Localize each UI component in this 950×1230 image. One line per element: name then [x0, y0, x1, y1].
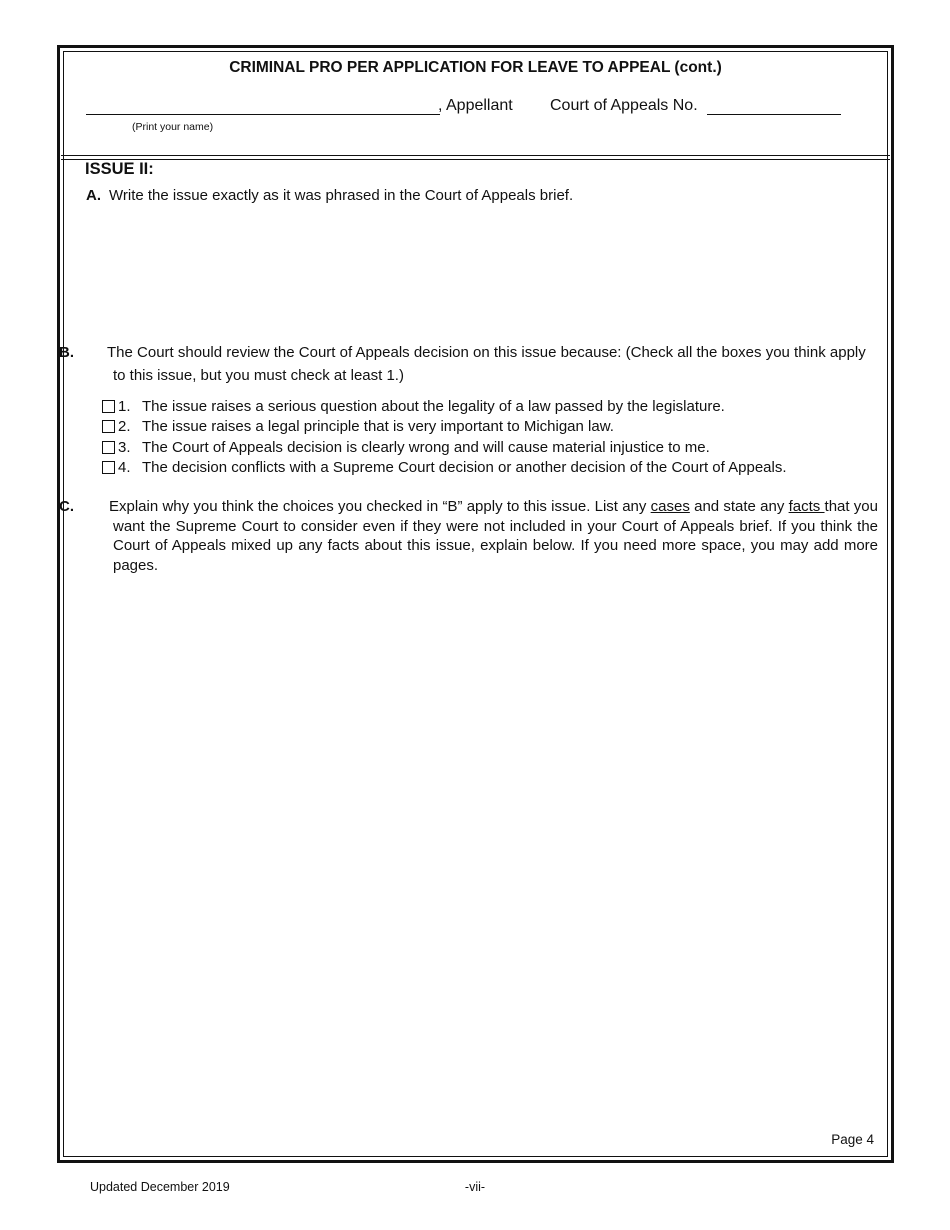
checklist-number: 4. — [118, 459, 131, 477]
checklist-item — [102, 396, 882, 417]
coa-number-label: Court of Appeals No. — [550, 97, 698, 114]
checklist-text: The Court of Appeals decision is clearly wrong and will cause material injustice to me. — [142, 438, 710, 456]
item-c-text-3: that you want the Supreme Court to consider even if they were not included in your Court of Appeals brief. If you think the Court of Appeals mixed up any facts about this issue, explain below. If you need more space, you may add more pages. — [113, 498, 878, 574]
checklist-item — [102, 437, 882, 458]
checkbox-1[interactable] — [102, 400, 115, 413]
form-inner-border — [59, 51, 888, 1157]
item-a-label: A. — [86, 187, 101, 204]
form-title: CRIMINAL PRO PER APPLICATION FOR LEAVE TO APPEAL (cont.) — [229, 59, 722, 76]
footer-updated: Updated December 2019 — [90, 1180, 230, 1194]
cases-underlined: cases — [650, 498, 690, 515]
print-name-hint: (Print your name) — [132, 121, 214, 133]
checkbox-4[interactable] — [102, 461, 115, 474]
checklist-number: 3. — [118, 438, 131, 456]
checklist-number: 2. — [118, 418, 131, 436]
item-b-label: B. — [59, 344, 74, 361]
page-number: Page 4 — [831, 1132, 874, 1147]
checklist-number: 1. — [118, 397, 131, 415]
item-b-text: The Court should review the Court of Appeals decision on this issue because: (Check all the boxes you think apply to this issue, but you must check at least 1.) — [107, 344, 866, 384]
footer-page-roman: -vii- — [464, 1180, 486, 1194]
checkbox-2[interactable] — [102, 420, 115, 433]
checklist-item — [102, 458, 882, 479]
checklist-text: The issue raises a serious question about the legality of a law passed by the legislature. — [142, 397, 725, 415]
facts-underlined: facts — [788, 498, 825, 515]
item-c-text-2: and state any — [689, 498, 789, 515]
issue-heading: ISSUE II: — [85, 160, 154, 178]
form-border — [57, 45, 894, 1163]
item-c-label: C. — [59, 498, 74, 515]
appellant-name-field[interactable] — [86, 114, 440, 115]
item-a-text: Write the issue exactly as it was phrased in the Court of Appeals brief. — [109, 187, 574, 204]
checklist-text: The decision conflicts with a Supreme Court decision or another decision of the Court of Appeals. — [142, 459, 787, 477]
checklist-item — [102, 417, 882, 438]
checklist-text: The issue raises a legal principle that is very important to Michigan law. — [142, 418, 614, 436]
checkbox-3[interactable] — [102, 441, 115, 454]
appellant-label: , Appellant — [438, 97, 513, 114]
item-c-text-1: Explain why you think the choices you checked in “B” apply to this issue. List any — [109, 498, 651, 515]
coa-number-field[interactable] — [707, 114, 841, 115]
item-b — [59, 341, 878, 387]
header-divider — [61, 155, 890, 160]
reasons-checklist — [102, 396, 882, 478]
item-c — [59, 497, 878, 575]
item-a — [86, 187, 573, 204]
